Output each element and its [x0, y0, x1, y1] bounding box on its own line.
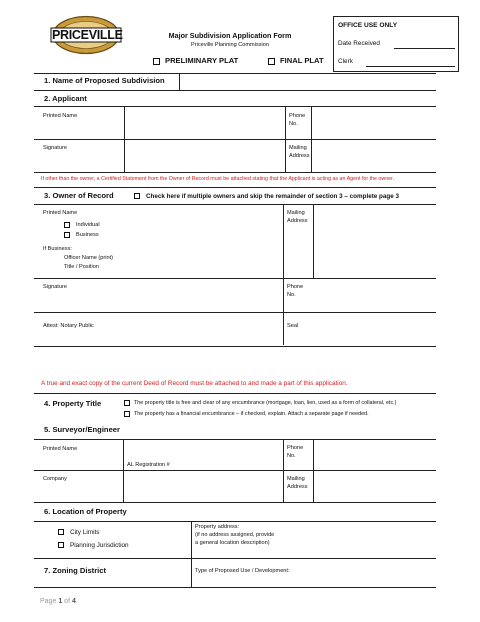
- business-checkbox[interactable]: [64, 232, 70, 238]
- section-5-title: 5. Surveyor/Engineer: [44, 425, 120, 434]
- priceville-logo: [50, 15, 122, 55]
- applicant-phone-field[interactable]: [312, 107, 436, 138]
- clerk-field[interactable]: [366, 66, 455, 67]
- property-address-label-2: (if no address assigned, provide: [195, 532, 275, 538]
- owner-printed-name-field[interactable]: [124, 205, 282, 277]
- company-field[interactable]: [124, 471, 282, 501]
- clerk-label: Clerk: [338, 58, 353, 65]
- form-title: Major Subdivision Application Form: [168, 31, 292, 40]
- deed-record-note: A true and exact copy of the current Deed of Record must be attached to and made a part of this application.: [41, 380, 348, 387]
- section-2-title: 2. Applicant: [44, 94, 87, 103]
- title-free-label: The property title is free and clear of any encumbrance (mortgage, loan, lien, used as a form of collateral, etc.): [134, 400, 397, 406]
- date-received-field[interactable]: [394, 48, 455, 49]
- owner-phone-label-1: Phone: [287, 284, 304, 290]
- proposed-use-label: Type of Proposed Use / Development:: [195, 568, 290, 574]
- section-6-title: 6. Location of Property: [44, 507, 127, 516]
- property-address-field[interactable]: [300, 522, 436, 557]
- page-current: 1: [58, 598, 63, 605]
- applicant-printed-name-field[interactable]: [125, 107, 284, 138]
- page-total: 4: [71, 598, 76, 605]
- applicant-mailing-label-1: Mailing: [289, 145, 307, 151]
- applicant-phone-label-2: No.: [289, 121, 298, 127]
- surveyor-mailing-field[interactable]: [314, 471, 436, 501]
- surveyor-phone-label-2: No.: [287, 453, 296, 459]
- owner-mailing-label-1: Mailing: [287, 210, 305, 216]
- owner-mailing-field[interactable]: [314, 205, 436, 277]
- page-number: [40, 598, 76, 605]
- applicant-phone-label-1: Phone: [289, 113, 306, 119]
- section-7-title: 7. Zoning District: [44, 566, 107, 575]
- owner-phone-label-2: No.: [287, 292, 296, 298]
- attest-notary-field[interactable]: [124, 313, 282, 345]
- owner-mailing-label-2: Address: [287, 218, 308, 224]
- officer-name-label: Officer Name (print): [64, 255, 114, 261]
- city-limits-checkbox[interactable]: [58, 529, 64, 535]
- surveyor-printed-name-field[interactable]: [124, 440, 282, 460]
- applicant-mailing-label-2: Address: [289, 153, 310, 159]
- date-received-label: Date Received: [338, 40, 380, 47]
- surveyor-phone-label-1: Phone: [287, 445, 304, 451]
- owner-printed-name-label: Printed Name: [43, 210, 78, 216]
- surveyor-mailing-label-2: Address: [287, 484, 308, 490]
- form-subtitle: Priceville Planning Commission: [190, 42, 270, 48]
- surveyor-phone-field[interactable]: [314, 440, 436, 469]
- applicant-signature-field[interactable]: [125, 140, 284, 171]
- applicant-agent-note: If other than the owner, a Certified Statement from the Owner of Record must be attached stating that the Applicant is acting as an Agent for the owner.: [41, 176, 395, 182]
- owner-phone-field[interactable]: [314, 279, 436, 311]
- if-business-label: If Business:: [43, 246, 72, 252]
- section-4-title: 4. Property Title: [44, 399, 102, 408]
- title-position-label: Title / Position: [64, 264, 99, 270]
- surveyor-printed-name-label: Printed Name: [43, 446, 78, 452]
- multiple-owners-checkbox[interactable]: [134, 193, 140, 199]
- property-address-label-3: a general location description): [195, 540, 270, 546]
- individual-label: Individual: [76, 222, 100, 228]
- seal-field[interactable]: [314, 313, 436, 345]
- multiple-owners-label: Check here if multiple owners and skip the remainder of section 3 – complete page 3: [146, 193, 399, 200]
- property-address-label-1: Property address:: [195, 524, 240, 530]
- al-registration-label: AL Registration #: [127, 462, 170, 468]
- office-use-title: OFFICE USE ONLY: [338, 22, 398, 29]
- section-3-title: 3. Owner of Record: [44, 191, 114, 200]
- applicant-signature-label: Signature: [43, 145, 67, 151]
- zoning-district-field[interactable]: [140, 559, 190, 586]
- surveyor-mailing-label-1: Mailing: [287, 476, 305, 482]
- title-free-checkbox[interactable]: [124, 400, 130, 406]
- planning-jurisdiction-label: Planning Jurisdiction: [70, 542, 129, 549]
- title-encumbered-label: The property has a financial encumbrance – if checked, explain. Attach a separate page if needed.: [134, 411, 369, 417]
- city-limits-label: City Limits: [70, 529, 100, 536]
- owner-signature-field[interactable]: [124, 279, 282, 311]
- owner-signature-label: Signature: [43, 284, 67, 290]
- applicant-mailing-field[interactable]: [312, 140, 436, 171]
- page-label: Page: [40, 598, 57, 605]
- attest-notary-label: Attest: Notary Public: [43, 323, 94, 329]
- preliminary-plat-checkbox[interactable]: [153, 58, 160, 65]
- section-1-title: 1. Name of Proposed Subdivision: [44, 76, 165, 85]
- subdivision-name-field[interactable]: [180, 74, 436, 90]
- individual-checkbox[interactable]: [64, 222, 70, 228]
- title-encumbered-checkbox[interactable]: [124, 411, 130, 417]
- page-of: of: [64, 598, 71, 605]
- logo-name: PRICEVILLE: [52, 28, 123, 42]
- business-label: Business: [76, 232, 99, 238]
- final-plat-label: FINAL PLAT: [280, 56, 324, 65]
- seal-label: Seal: [287, 323, 299, 329]
- preliminary-plat-label: PRELIMINARY PLAT: [165, 56, 239, 65]
- company-label: Company: [43, 476, 67, 482]
- applicant-printed-name-label: Printed Name: [43, 113, 78, 119]
- proposed-use-field[interactable]: [300, 559, 436, 586]
- planning-jurisdiction-checkbox[interactable]: [58, 542, 64, 548]
- final-plat-checkbox[interactable]: [268, 58, 275, 65]
